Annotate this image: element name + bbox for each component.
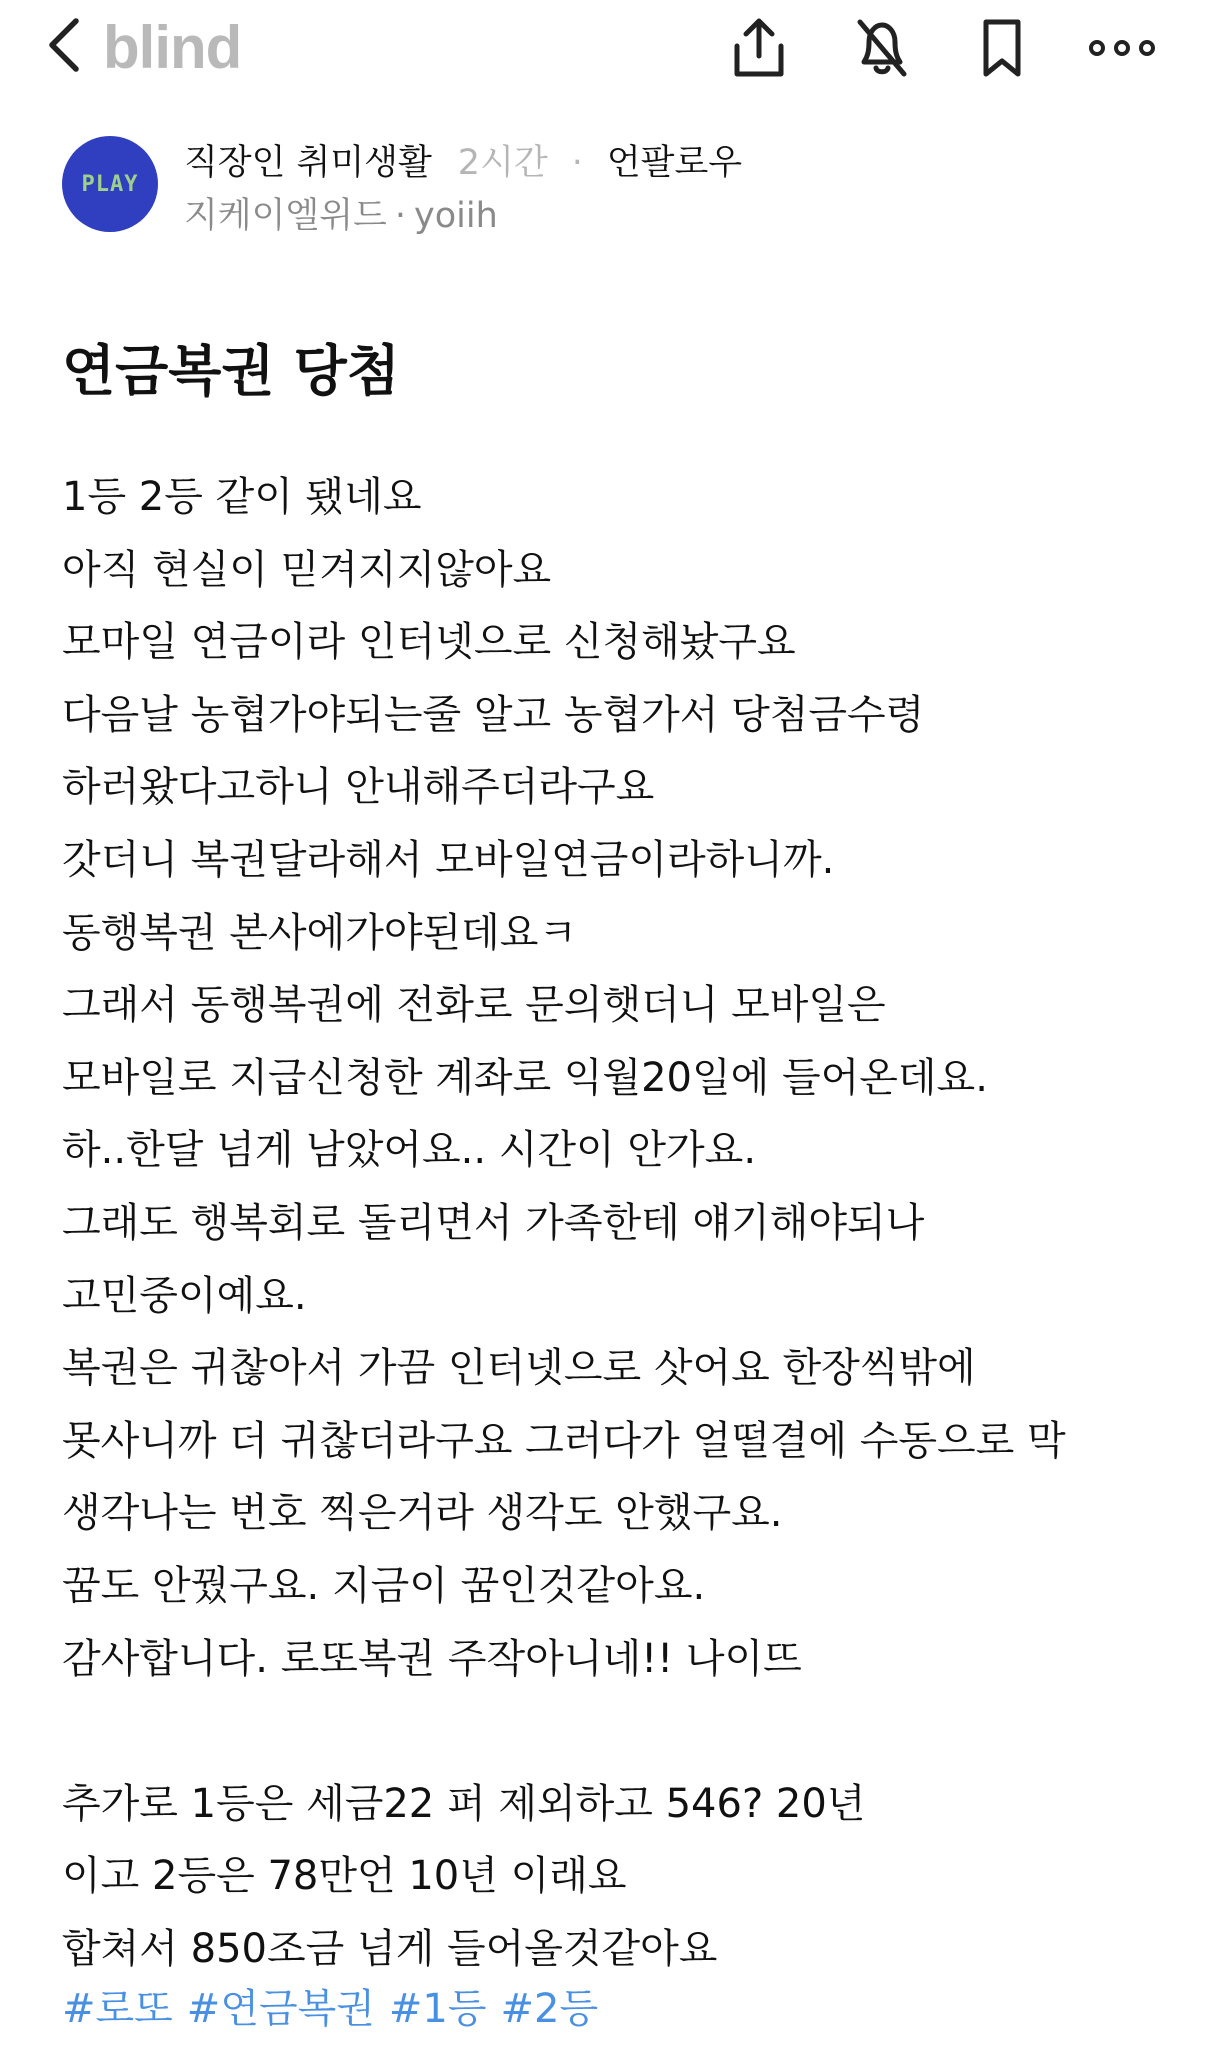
avatar-label: PLAY bbox=[81, 171, 139, 197]
post-body-line: 복권은 귀찮아서 가끔 인터넷으로 삿어요 한장씩밖에 bbox=[62, 1345, 976, 1392]
hashtag-link[interactable]: #1등 bbox=[388, 1986, 487, 2032]
post-title: 연금복권 당첨 bbox=[62, 339, 400, 403]
post-body-line: 하러왔다고하니 안내해주더라구요 bbox=[62, 764, 655, 811]
back-button[interactable] bbox=[40, 10, 88, 80]
post-tags bbox=[62, 1979, 612, 2039]
hashtag-link[interactable]: #연금복권 bbox=[186, 1986, 375, 2032]
post-body-line: 감사합니다. 로또복권 주작아니네!! 나이뜨 bbox=[62, 1635, 802, 1682]
post-time: 2시간 bbox=[457, 143, 548, 183]
chevron-left-icon bbox=[46, 17, 82, 73]
post-body-line: 동행복권 본사에가야된데요ㅋ bbox=[62, 909, 578, 956]
post-body-line: 하..한달 넘게 남았어요.. 시간이 안가요. bbox=[62, 1127, 757, 1174]
unfollow-button[interactable]: 언팔로우 bbox=[606, 143, 743, 183]
bookmark-icon bbox=[977, 17, 1027, 79]
author-company[interactable]: 지케이엘위드 bbox=[184, 196, 387, 236]
post-meta-line bbox=[184, 138, 742, 188]
post-body bbox=[62, 461, 1182, 1985]
author-nickname: yoiih bbox=[414, 196, 498, 236]
bookmark-button[interactable] bbox=[966, 12, 1038, 84]
post-body-line: 못사니까 더 귀찮더라구요 그러다가 얼떨결에 수동으로 막 bbox=[62, 1417, 1066, 1464]
post-author-info bbox=[62, 136, 1162, 246]
author-line bbox=[184, 191, 498, 241]
bell-off-icon bbox=[852, 16, 912, 80]
board-name-link[interactable]: 직장인 취미생활 bbox=[184, 143, 432, 183]
post-body-line: 이고 2등은 78만언 10년 이래요 bbox=[62, 1853, 627, 1900]
post-body-line: 1등 2등 같이 됐네요 bbox=[62, 474, 422, 520]
more-horizontal-icon bbox=[1087, 36, 1157, 60]
post-body-line: 모바일로 지급신청한 계좌로 익월20일에 들어온데요. bbox=[62, 1054, 988, 1101]
blind-logo: blind bbox=[103, 14, 242, 81]
post-body-line: 그래도 행복회로 돌리면서 가족한테 얘기해야되나 bbox=[62, 1199, 925, 1246]
post-body-line: 생각나는 번호 찍은거라 생각도 안했구요. bbox=[62, 1490, 783, 1537]
share-button[interactable] bbox=[723, 12, 795, 84]
top-navigation-bar bbox=[0, 0, 1206, 100]
post-body-line bbox=[62, 1695, 1182, 1768]
avatar[interactable] bbox=[62, 136, 158, 232]
hashtag-link[interactable]: #로또 bbox=[62, 1986, 173, 2032]
hashtag-link[interactable]: #2등 bbox=[500, 1986, 599, 2032]
meta-separator: · bbox=[571, 143, 583, 183]
post-body-line: 모마일 연금이라 인터넷으로 신청해놨구요 bbox=[62, 619, 796, 666]
post-body-line: 꿈도 안꿨구요. 지금이 꿈인것같아요. bbox=[62, 1562, 706, 1609]
post-body-line: 추가로 1등은 세금22 퍼 제외하고 546? 20년 bbox=[62, 1780, 866, 1827]
post-body-line: 고민중이예요. bbox=[62, 1272, 307, 1319]
post-body-line: 그래서 동행복권에 전화로 문의햇더니 모바일은 bbox=[62, 982, 886, 1029]
author-separator: · bbox=[394, 196, 407, 236]
share-icon bbox=[729, 16, 789, 80]
post-body-line: 갓더니 복권달라해서 모바일연금이라하니까. bbox=[62, 836, 835, 883]
post-body-line: 다음날 농협가야되는줄 알고 농협가서 당첨금수령 bbox=[62, 691, 925, 738]
post-body-line: 아직 현실이 믿겨지지않아요 bbox=[62, 546, 552, 593]
post-body-line: 합쳐서 850조금 넘게 들어올것같아요 bbox=[62, 1925, 718, 1972]
notifications-toggle-button[interactable] bbox=[846, 12, 918, 84]
more-options-button[interactable] bbox=[1086, 12, 1158, 84]
